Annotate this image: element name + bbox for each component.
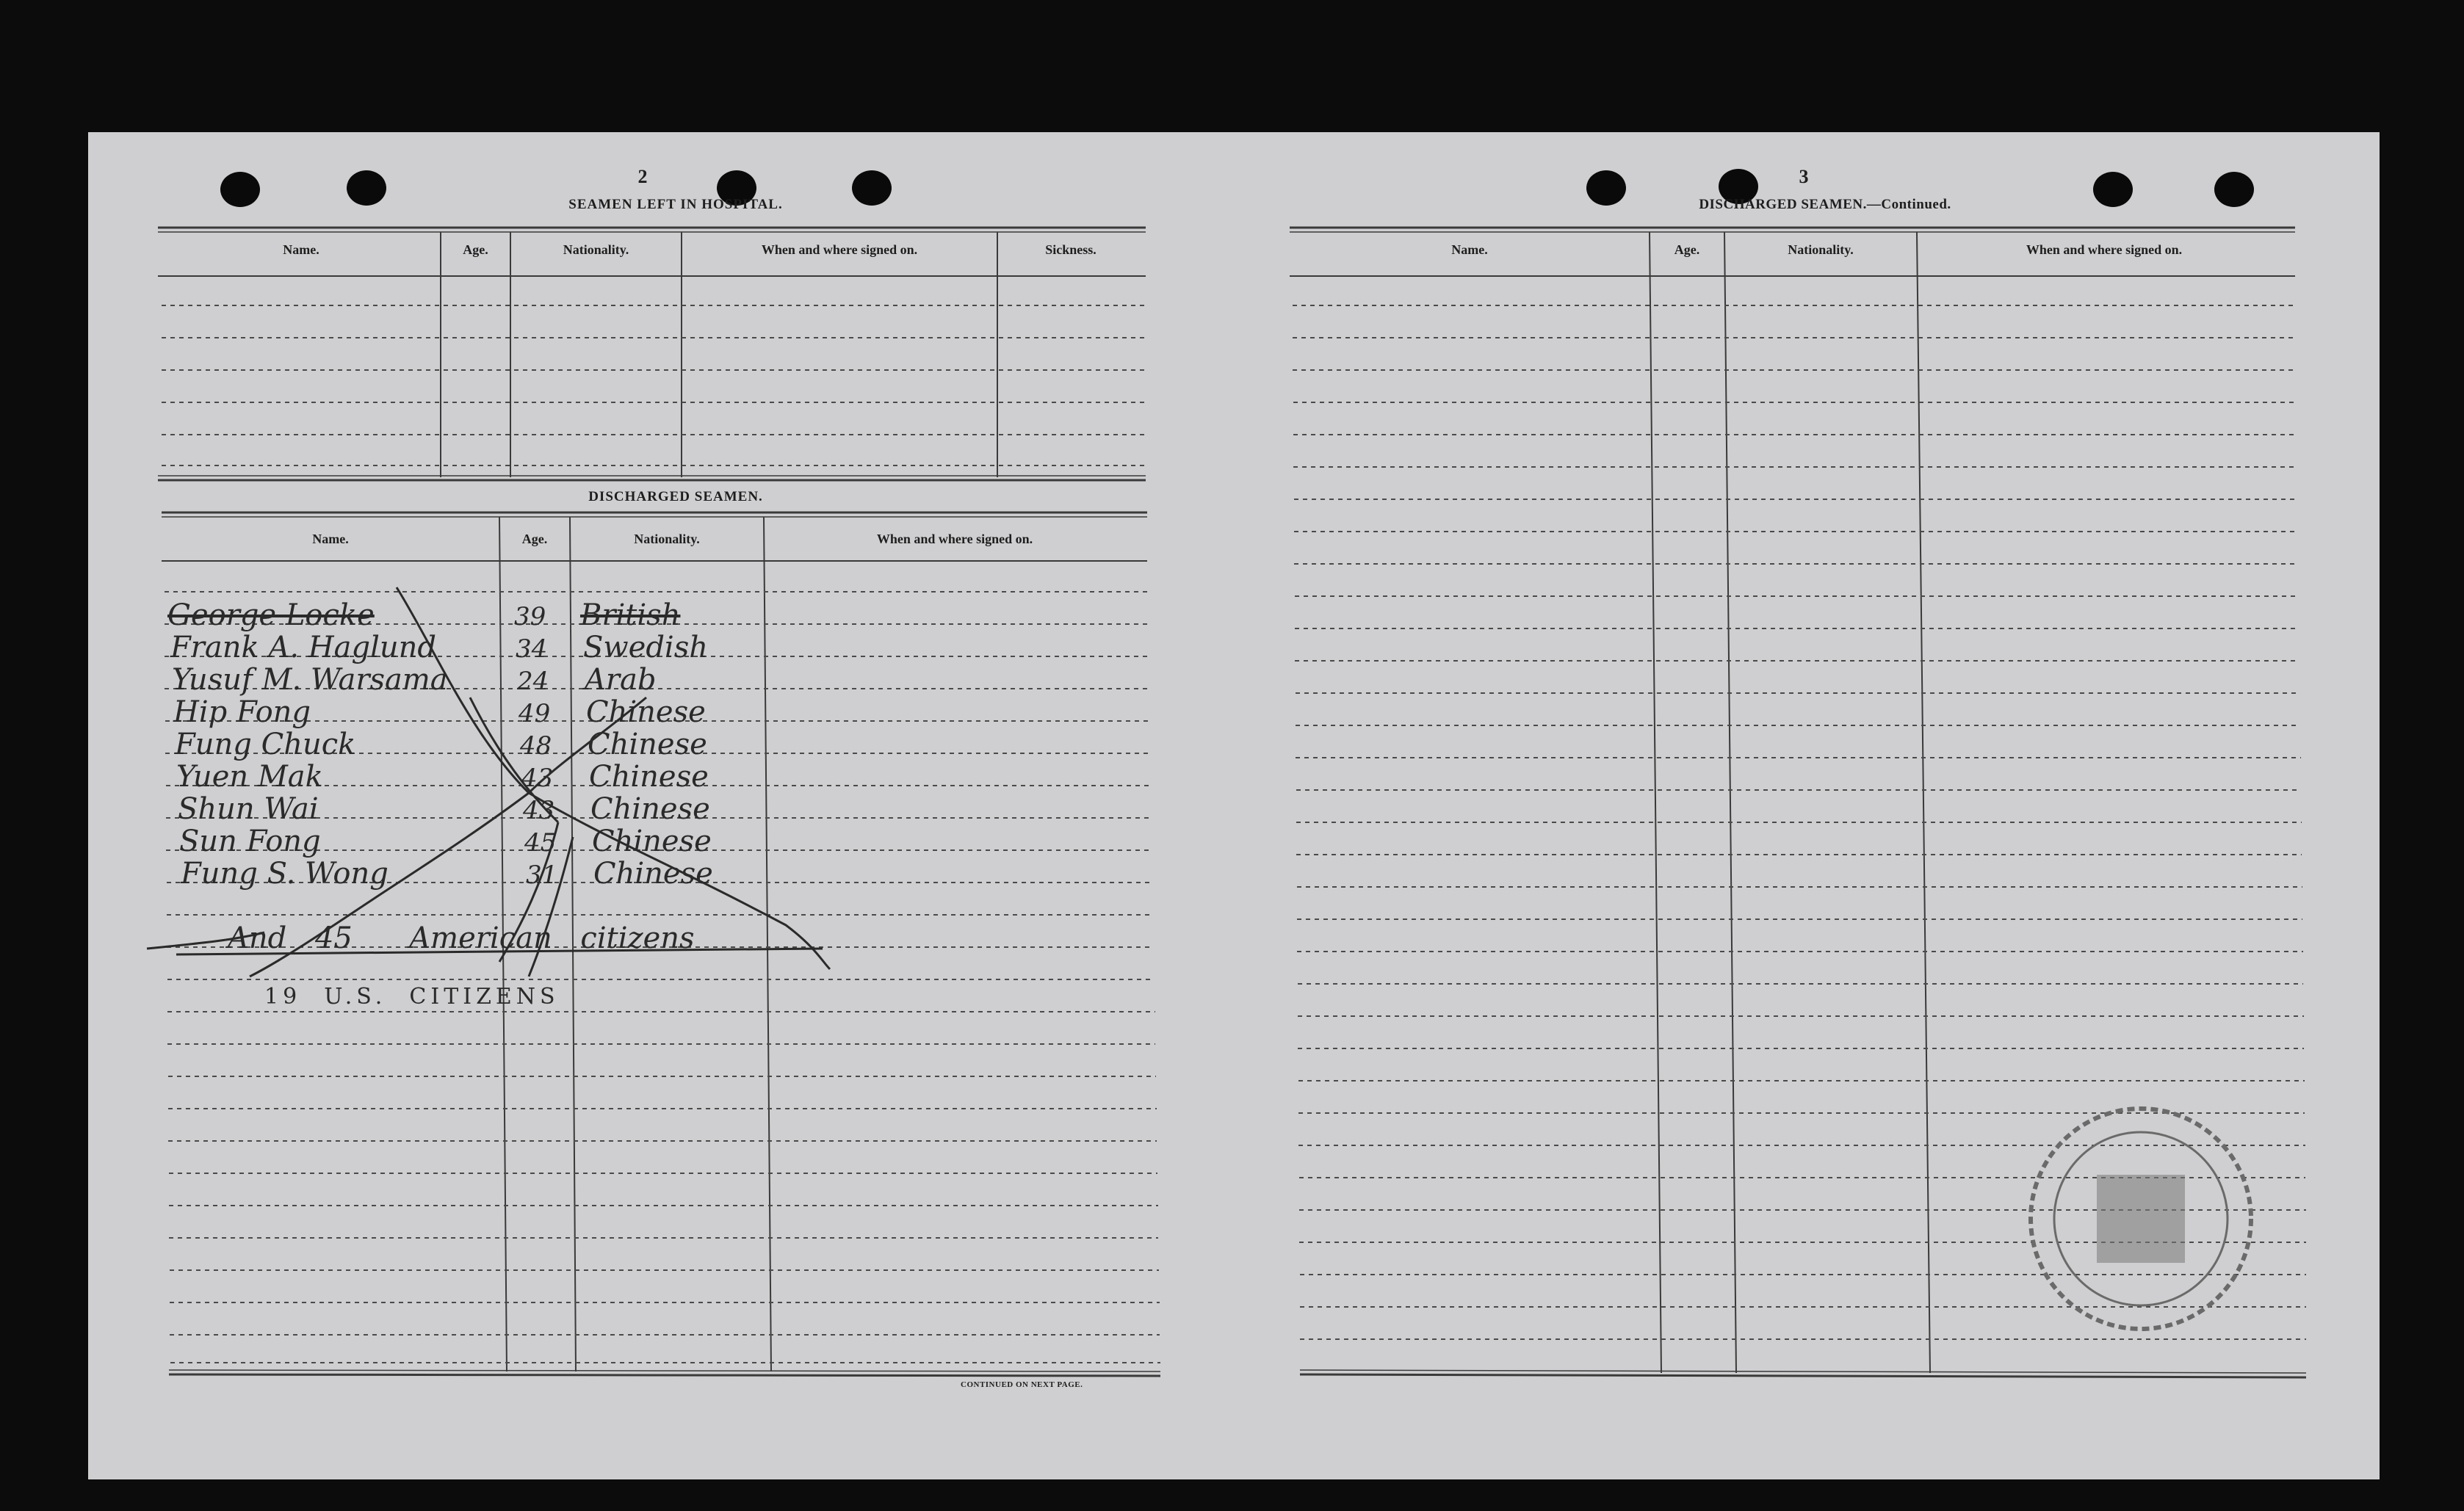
seaman-age: 43 bbox=[521, 764, 554, 793]
seaman-name: Frank A. Haglund bbox=[170, 631, 437, 664]
continued-footer: CONTINUED ON NEXT PAGE. bbox=[961, 1380, 1083, 1389]
stamp-graphic bbox=[2031, 1109, 2251, 1329]
discharged-col-nationality: Nationality. bbox=[634, 532, 700, 546]
discharged-col-signed-on: When and where signed on. bbox=[876, 532, 1033, 546]
seaman-nationality: British bbox=[580, 598, 681, 632]
right-col-age: Age. bbox=[1674, 242, 1700, 257]
seaman-age: 24 bbox=[517, 667, 549, 696]
seaman-age: 43 bbox=[523, 796, 555, 825]
hospital-section-title: SEAMEN LEFT IN HOSPITAL. bbox=[568, 197, 783, 212]
right-col-signed-on: When and where signed on. bbox=[2026, 242, 2183, 257]
seaman-nationality: Arab bbox=[585, 663, 657, 697]
seaman-age: 39 bbox=[514, 602, 546, 631]
right-col-nationality: Nationality. bbox=[1788, 242, 1854, 257]
hospital-col-name: Name. bbox=[283, 242, 319, 257]
seaman-age: 49 bbox=[519, 699, 551, 728]
right-col-name: Name. bbox=[1451, 242, 1488, 257]
discharged-col-age: Age. bbox=[521, 532, 548, 546]
hospital-col-age: Age. bbox=[463, 242, 488, 257]
page-number-right: 3 bbox=[1799, 166, 1809, 187]
seaman-nationality: Chinese bbox=[593, 857, 713, 891]
ledger-sheet bbox=[88, 132, 2380, 1479]
page-number-left: 2 bbox=[637, 166, 648, 187]
discharged-section-title: DISCHARGED SEAMEN. bbox=[588, 489, 763, 504]
seaman-nationality: Swedish bbox=[583, 631, 708, 664]
seaman-name: Shun Wai bbox=[178, 792, 319, 826]
hospital-col-signed-on: When and where signed on. bbox=[761, 242, 918, 257]
seaman-nationality: Chinese bbox=[592, 825, 712, 858]
seaman-name: Fung S. Wong bbox=[181, 857, 389, 891]
ruled-grid bbox=[88, 132, 2380, 1479]
hospital-col-sickness: Sickness. bbox=[1045, 242, 1096, 257]
discharged-col-name: Name. bbox=[312, 532, 349, 546]
seaman-name: Yusuf M. Warsama bbox=[172, 663, 448, 697]
seaman-name: Fung Chuck bbox=[175, 728, 356, 761]
seaman-age: 48 bbox=[520, 731, 552, 761]
seaman-nationality: Chinese bbox=[586, 695, 706, 729]
seaman-name: Yuen Mak bbox=[176, 760, 323, 794]
seaman-nationality: Chinese bbox=[589, 760, 709, 794]
seaman-name: Sun Fong bbox=[179, 825, 321, 858]
us-citizens-note: 19 U.S. CITIZENS bbox=[264, 984, 560, 1010]
right-section-title: DISCHARGED SEAMEN.—Continued. bbox=[1699, 197, 1951, 212]
seaman-nationality: Chinese bbox=[590, 792, 710, 826]
seaman-nationality: Chinese bbox=[588, 728, 707, 761]
seaman-age: 31 bbox=[526, 860, 558, 890]
seaman-age: 34 bbox=[516, 634, 548, 664]
citizens-note: And 45 American citizens bbox=[228, 921, 695, 955]
seaman-age: 45 bbox=[524, 828, 557, 858]
seaman-name: George Locke bbox=[167, 598, 375, 632]
hospital-col-nationality: Nationality. bbox=[563, 242, 629, 257]
seaman-name: Hip Fong bbox=[173, 695, 311, 729]
